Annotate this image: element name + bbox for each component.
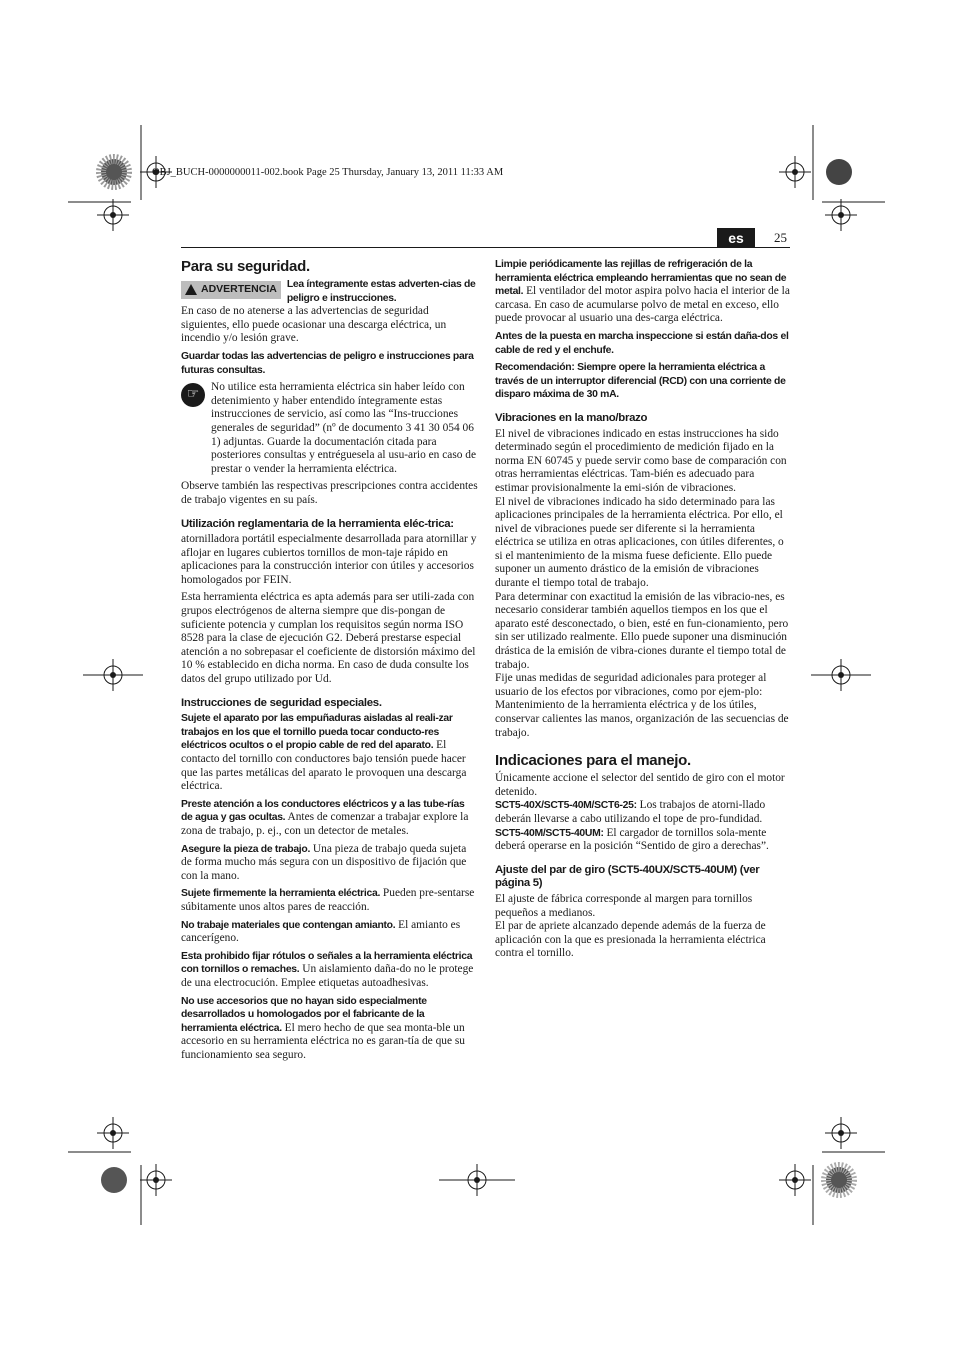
read-manual-text: No utilice esta herramienta eléctrica sin haber leído con detenimiento y haber entendido íntegramente estas instrucciones de servicio, así como las “Ins-trucciones generales de seguridad” (nº de documento 3 41 30 054 06 1) adjuntas. Guarde la documentación citada para posteriores consultas y entréguesela al usu-ario en caso de prestar o vender la herramienta eléctrica. [211,381,477,475]
safety-item [181,919,478,946]
safety-item [181,843,478,884]
safety-item-text: Pueden pre-sentarse súbitamente unos altos pares de reacción. [181,887,475,913]
warning-bold: Lea íntegramente estas adverten-cias de peligro e instrucciones. [286,279,476,304]
warning-text: En caso de no atenerse a las advertencias de seguridad siguientes, ello puede ocasionar una descarga eléctrica, un incendio y/o lesión grave. [181,305,447,345]
section-title-operation: Indicaciones para el manejo. [495,752,691,770]
cleaning-bold: Limpie periódicamente las rejillas de refrigeración de la herramienta eléctrica empleando herramientas que no sean de metal. [495,259,787,298]
right-column [495,258,790,961]
safety-item [181,712,478,794]
safety-item-bold: No trabaje materiales que contengan amianto. [181,919,396,931]
model-label: SCT5-40M/SCT5-40UM: [495,827,604,839]
safety-item-bold: Sujete el aparato por las empuñaduras aisladas al reali-zar trabajos en los que el tornillo pueda tocar conducto-res eléctricos ocultos o el propio cable de red del aparato. [181,713,453,752]
intended-use-p2: Esta herramienta eléctrica es apta además para ser utili-zada con grupos electrógenos de alterna siempre que dis-pongan de suficiente potencia y cumplan los requisitos según norma ISO 8528 para la clase de ejecución G2. Deberá prestarse especial atención a no sobrepasar el coeficiente de distorsión máximo del 10 % establecido en dicha norma. En caso de duda consulte los datos del grupo utilizado por Ud. [181,591,476,686]
left-column [181,258,478,1066]
read-manual-icon: ☞ [181,383,205,407]
safety-item [181,887,478,914]
page-number: 25 [774,230,787,245]
rcd-recommendation: Recomendación: Siempre opere la herramienta eléctrica a través de un interruptor diferencial (RCD) con una corriente de disparo máxima de 30 mA. [495,362,786,401]
torque-p1: El ajuste de fábrica corresponde al margen para tornillos pequeños a medianos. [495,892,753,919]
safety-item-text: El mero hecho de que sea monta-ble un accesorio en su herramienta eléctrica no es garan-tía de que su funcionamiento sea seguro. [181,1021,465,1061]
safety-item-bold: Preste atención a los conductores eléctricos y a las tube-rías de agua y gas ocultas. [181,798,465,824]
safety-item-text: El contacto del tornillo con conductores bajo tensión puede hacer que las partes metálicas del aparato le provoquen una descarga eléctrica. [181,739,467,793]
keep-instructions: Guardar todas las advertencias de peligro e instrucciones para futuras consultas. [181,350,474,376]
safety-item-bold: Sujete firmemente la herramienta eléctrica. [181,888,381,900]
section-title-safety: Para su seguridad. [181,258,310,275]
observe-text: Observe también las respectivas prescripciones contra accidentes de trabajo vigentes en su país. [181,480,478,506]
safety-item-text: El amianto es cancerígeno. [181,918,461,945]
vibration-p2: El nivel de vibraciones indicado ha sido determinado para las aplicaciones principales de la herramienta eléctrica. Por ello, el nivel de vibraciones puede ser diferente si la herramienta eléctrica se utiliza en otras aplicaciones, con útiles diferentes, o si el mantenimiento de la misma fuese deficiente. Ello puede suponer un aumento drástico de la emisión de vibraciones durante el tiempo total de trabajo. [495,495,784,590]
read-manual-block [181,381,478,480]
safety-item-bold: Esta prohibido fijar rótulos o señales a la herramienta eléctrica con tornillos o remaches. [181,950,473,976]
vibration-p4: Fije unas medidas de seguridad adicionales para proteger al usuario de los efectos por vibraciones, como por ejem-plo: Mantenimiento de la herramienta eléctrica y de los útiles, conservar calientes las manos, organización de las secuencias de trabajo. [495,672,789,739]
vibration-p1: El nivel de vibraciones indicado en estas instrucciones ha sido determinado según el procedimiento de medición fijado en la norma EN 60745 y puede servir como base de comparación con otras herramientas eléctricas. Tam-bién es adecuado para estimar provisionalmente la emi-sión de vibraciones. [495,427,787,494]
safety-item [181,950,478,991]
print-info: OBJ_BUCH-0000000011-002.book Page 25 Thursday, January 13, 2011 11:33 AM [152,167,504,178]
safety-item-bold: Asegure la pieza de trabajo. [181,843,311,855]
operation-p3-text: El cargador de tornillos sola-mente deberá operarse en la posición “Sentido de giro a derechas”. [495,826,769,853]
safety-item [181,995,478,1063]
safety-item-text: Un aislamiento daña-do no le protege de una electrocución. Emplee etiquetas autoadhesivas. [181,963,474,989]
safety-item-bold: No use accesorios que no hayan sido especialmente desarrollados u homologados por el fabricante de la herramienta eléctrica. [181,995,427,1034]
cleaning-item [495,258,790,326]
warning-badge [181,281,281,299]
warning-triangle-icon [185,284,197,295]
warning-badge-label: ADVERTENCIA [201,283,277,295]
intended-use-p1: atornilladora portátil especialmente desarrollada para atornillar y aflojar en lugares cubiertos tornillos de mon-taje rápido en aplicaciones para la construcción interior con útiles y accesorios homologados por FEIN. [181,533,477,586]
heading-intended-use: Utilización reglamentaria de la herramienta eléc-trica: [181,517,454,530]
safety-item-text: Antes de comenzar a trabajar explore la zona de trabajo, p. ej., con un detector de metales. [181,811,469,837]
heading-torque: Ajuste del par de giro (SCT5-40UX/SCT5-40UM) (ver página 5) [495,863,760,890]
heading-special-safety: Instrucciones de seguridad especiales. [181,696,382,709]
warning-block [181,278,478,305]
safety-item-text: Una pieza de trabajo queda sujeta de forma mucho más segura con un dispositivo de fijación que con la mano. [181,842,467,882]
inspect-cable: Antes de la puesta en marcha inspeccione si están daña-dos el cable de red y el enchufe. [495,330,789,356]
language-tab: es [717,228,755,248]
warning-lead [287,278,478,305]
operation-p1: Únicamente accione el selector del sentido de giro con el motor detenido. [495,772,785,798]
operation-p2 [495,799,790,826]
vibration-p3: Para determinar con exactitud la emisión de las vibracio-nes, es necesario considerar también aquellos tiempos en los que el aparato esté desconectado, o bien, esté en fun-cionamiento, pero sin ser utilizado realmente. Ello puede suponer una disminución drástica de la emisión de vibra-ciones durante el tiempo total de trabajo. [495,590,789,671]
header-rule [181,247,790,248]
heading-vibration: Vibraciones en la mano/brazo [495,411,648,424]
safety-item [181,798,478,839]
model-label: SCT5-40X/SCT5-40M/SCT6-25: [495,800,637,812]
cleaning-text: El ventilador del motor aspira polvo hacia el interior de la carcasa. En caso de acumularse polvo de metal en exceso, ello puede provocar al usuario una des-carga eléctrica. [495,285,790,325]
operation-p2-text: Los trabajos de atorni-llado deberán llevarse a cabo utilizando el tope de pro-fundidad. [495,799,766,825]
operation-p3 [495,827,790,854]
torque-p2: El par de apriete alcanzado depende además de la fuerza de aplicación con la que es presionada la herramienta eléctrica contra el tornillo. [495,920,766,960]
